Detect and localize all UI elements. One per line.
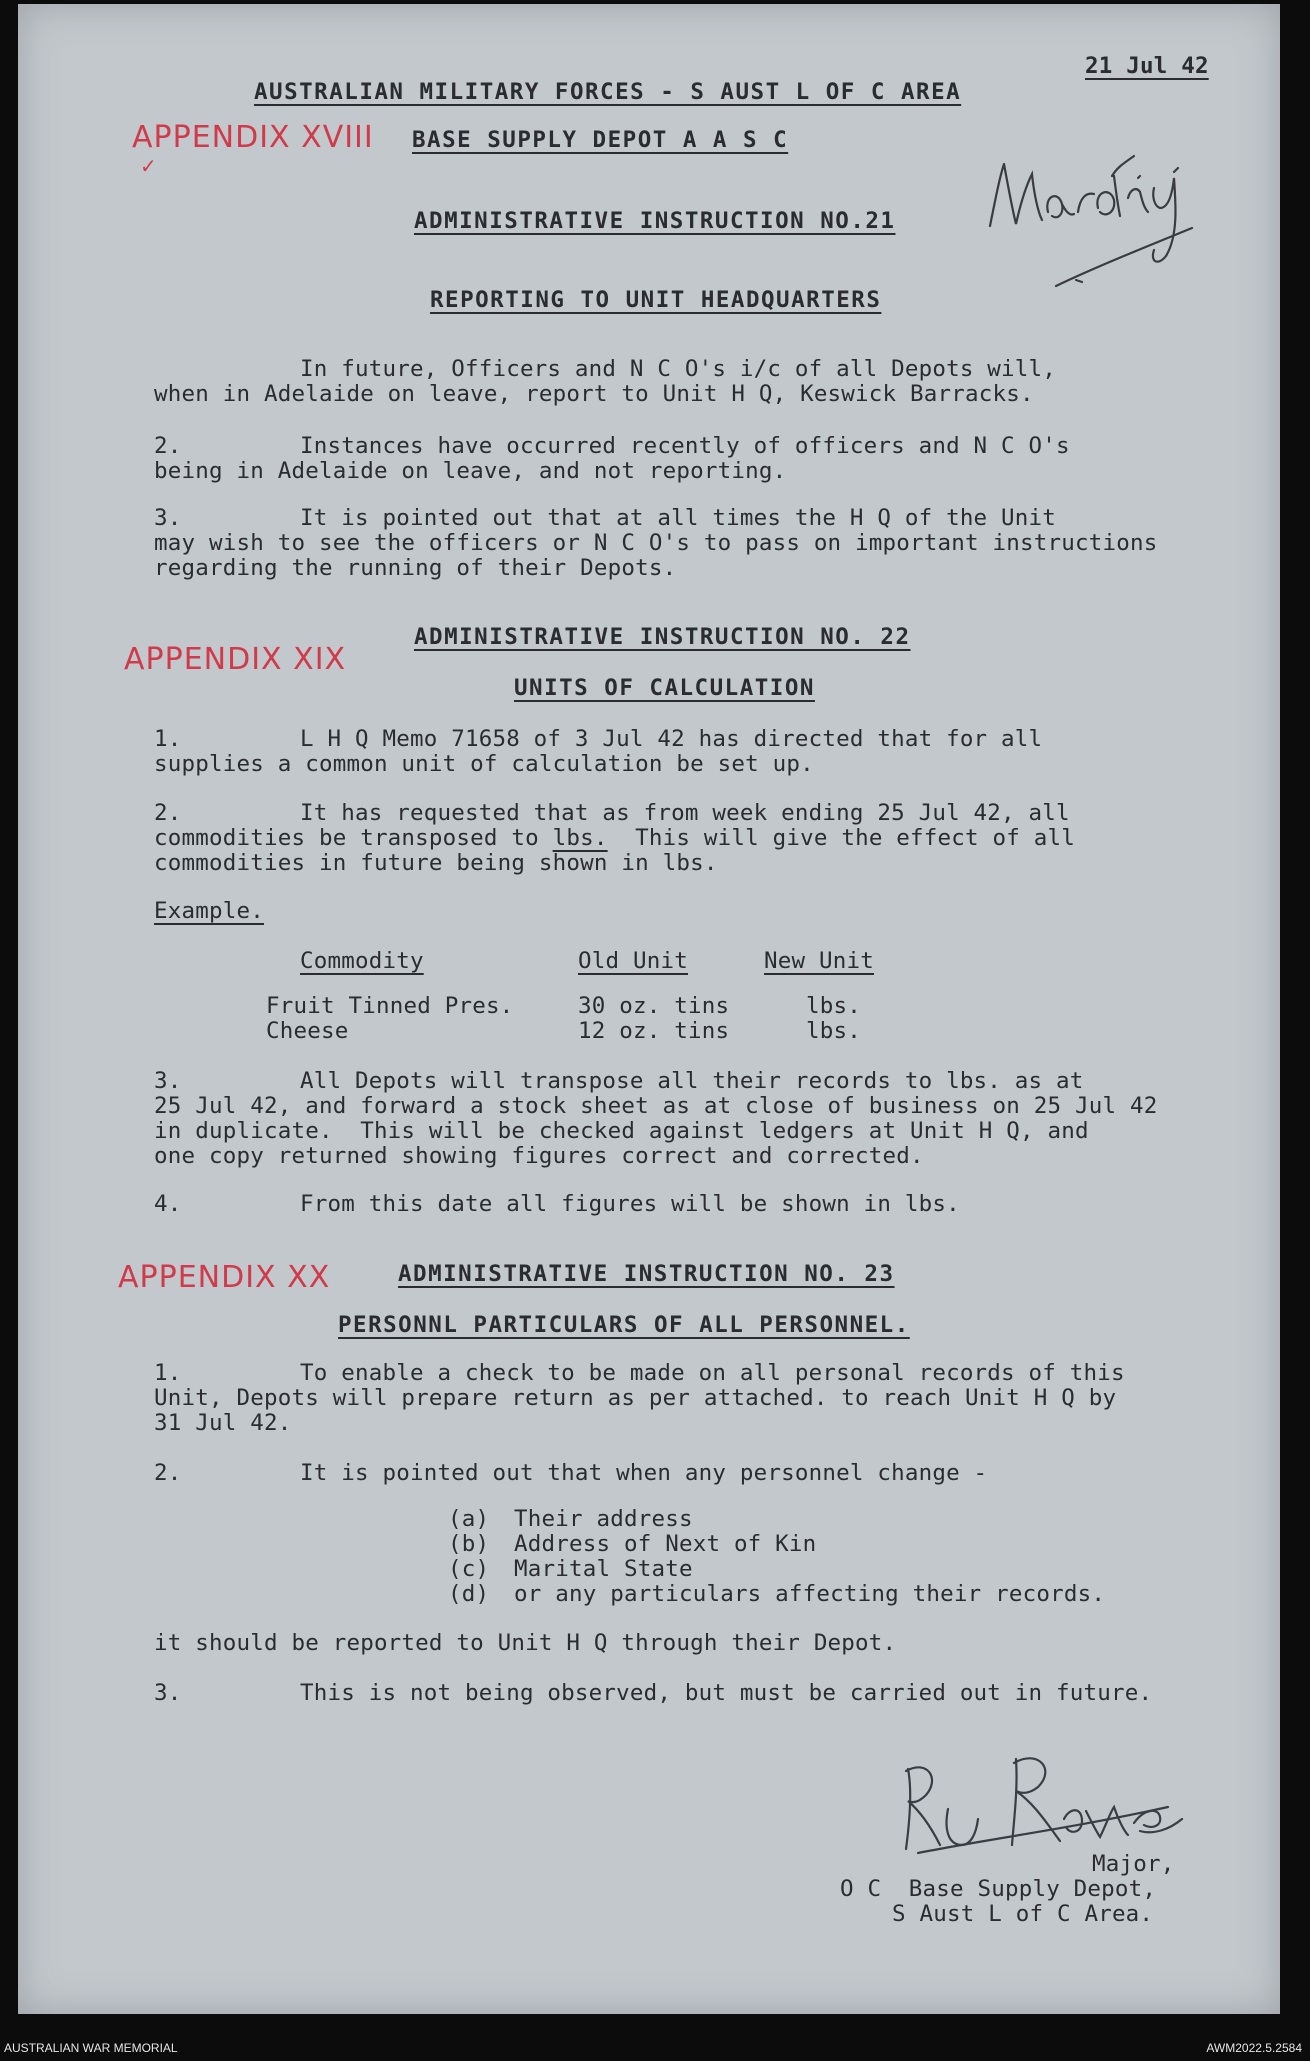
instruction-23-para-3-number: 3. xyxy=(154,1680,182,1706)
instruction-22-subtitle: UNITS OF CALCULATION xyxy=(514,675,815,701)
instruction-23-para-2-number: 2. xyxy=(154,1460,182,1486)
lbs-underlined: lbs. xyxy=(552,825,608,851)
instruction-21-para-3-line1: It is pointed out that at all times the H Q of the Unit xyxy=(300,505,1057,531)
table-row-1-commodity: Fruit Tinned Pres. xyxy=(266,993,514,1019)
signature-area: S Aust L of C Area. xyxy=(892,1901,1154,1927)
instruction-21-para-2-line2: being in Adelaide on leave, and not reporting. xyxy=(154,458,787,484)
instruction-21-para-intro-line2: when in Adelaide on leave, report to Unit H Q, Keswick Barracks. xyxy=(154,381,1034,407)
appendix-xix-annotation: APPENDIX XIX xyxy=(124,642,347,677)
instruction-21-para-3-line2: may wish to see the officers or N C O's to pass on important instructions xyxy=(154,530,1158,556)
org-header: AUSTRALIAN MILITARY FORCES - S AUST L OF C AREA xyxy=(254,79,962,105)
table-row-2-old-unit: 12 oz. tins xyxy=(578,1018,730,1044)
instruction-22-para-3-number: 3. xyxy=(154,1068,182,1094)
line-text: This will give the effect of all xyxy=(607,825,1076,851)
instruction-23-para-2-line1: It is pointed out that when any personnel change - xyxy=(300,1460,988,1486)
list-item-c-mark: (c) xyxy=(448,1556,490,1582)
signature-title: O C Base Supply Depot, xyxy=(840,1876,1157,1902)
instruction-23-para-1-line2: Unit, Depots will prepare return as per attached. to reach Unit H Q by xyxy=(154,1385,1117,1411)
table-row-2-new-unit: lbs. xyxy=(806,1018,861,1044)
instruction-23-para-1-number: 1. xyxy=(154,1360,182,1386)
instruction-21-para-2-number: 2. xyxy=(154,433,182,459)
table-header-commodity: Commodity xyxy=(300,948,424,974)
list-item-c-text: Marital State xyxy=(514,1556,693,1582)
instruction-22-para-3-line2: 25 Jul 42, and forward a stock sheet as at close of business on 25 Jul 42 xyxy=(154,1093,1158,1119)
example-label: Example. xyxy=(154,898,264,924)
war-diary-handwriting xyxy=(978,116,1248,296)
instruction-21-subtitle: REPORTING TO UNIT HEADQUARTERS xyxy=(430,287,882,313)
appendix-xx-annotation: APPENDIX XX xyxy=(118,1260,331,1295)
line-text: commodities be transposed to xyxy=(154,825,553,851)
table-row-1-new-unit: lbs. xyxy=(806,993,861,1019)
instruction-22-para-4-line1: From this date all figures will be shown in lbs. xyxy=(300,1191,960,1217)
list-item-d-mark: (d) xyxy=(448,1581,490,1607)
list-item-a-mark: (a) xyxy=(448,1506,490,1532)
list-item-a-text: Their address xyxy=(514,1506,693,1532)
list-item-b-text: Address of Next of Kin xyxy=(514,1531,817,1557)
instruction-22-para-3-line3: in duplicate. This will be checked against ledgers at Unit H Q, and xyxy=(154,1118,1089,1144)
list-item-b-mark: (b) xyxy=(448,1531,490,1557)
instruction-21-para-intro-line1: In future, Officers and N C O's i/c of all Depots will, xyxy=(300,356,1057,382)
instruction-23-para-2-tail: it should be reported to Unit H Q through their Depot. xyxy=(154,1630,897,1656)
instruction-22-para-1-line1: L H Q Memo 71658 of 3 Jul 42 has directed that for all xyxy=(300,726,1043,752)
list-item-d-text: or any particulars affecting their records. xyxy=(514,1581,1106,1607)
instruction-23-subtitle: PERSONNL PARTICULARS OF ALL PERSONNEL. xyxy=(338,1312,910,1338)
footer-source: AUSTRALIAN WAR MEMORIAL xyxy=(4,2041,178,2055)
table-row-2-commodity: Cheese xyxy=(266,1018,349,1044)
tick-mark-icon: ✓ xyxy=(140,154,158,178)
instruction-22-para-2-number: 2. xyxy=(154,800,182,826)
signature-rank: Major, xyxy=(1092,1851,1175,1877)
instruction-23-para-1-line1: To enable a check to be made on all personal records of this xyxy=(300,1360,1125,1386)
instruction-22-para-2-line1: It has requested that as from week ending 25 Jul 42, all xyxy=(300,800,1070,826)
instruction-23-para-3-line1: This is not being observed, but must be carried out in future. xyxy=(300,1680,1153,1706)
document-date: 21 Jul 42 xyxy=(1085,53,1209,79)
instruction-22-para-1-number: 1. xyxy=(154,726,182,752)
instruction-22-para-4-number: 4. xyxy=(154,1191,182,1217)
document-page xyxy=(18,4,1280,2014)
instruction-21-para-3-line3: regarding the running of their Depots. xyxy=(154,555,677,581)
instruction-21-title: ADMINISTRATIVE INSTRUCTION NO.21 xyxy=(414,208,896,234)
instruction-21-para-3-number: 3. xyxy=(154,505,182,531)
instruction-23-para-1-line3: 31 Jul 42. xyxy=(154,1410,292,1436)
instruction-21-para-2-line1: Instances have occurred recently of officers and N C O's xyxy=(300,433,1070,459)
appendix-xviii-annotation: APPENDIX XVIII xyxy=(132,120,374,155)
instruction-22-title: ADMINISTRATIVE INSTRUCTION NO. 22 xyxy=(414,624,911,650)
instruction-22-para-2-line3: commodities in future being shown in lbs. xyxy=(154,850,718,876)
instruction-22-para-2-line2 xyxy=(154,826,1075,851)
table-header-old-unit: Old Unit xyxy=(578,948,688,974)
instruction-22-para-1-line2: supplies a common unit of calculation be set up. xyxy=(154,751,814,777)
footer-accession-number: AWM2022.5.2584 xyxy=(1206,2041,1302,2055)
instruction-22-para-3-line4: one copy returned showing figures correct and corrected. xyxy=(154,1143,924,1169)
instruction-23-title: ADMINISTRATIVE INSTRUCTION NO. 23 xyxy=(398,1261,895,1287)
table-header-new-unit: New Unit xyxy=(764,948,874,974)
table-row-1-old-unit: 30 oz. tins xyxy=(578,993,730,1019)
unit-header: BASE SUPPLY DEPOT A A S C xyxy=(412,127,789,153)
instruction-22-para-3-line1: All Depots will transpose all their records to lbs. as at xyxy=(300,1068,1084,1094)
